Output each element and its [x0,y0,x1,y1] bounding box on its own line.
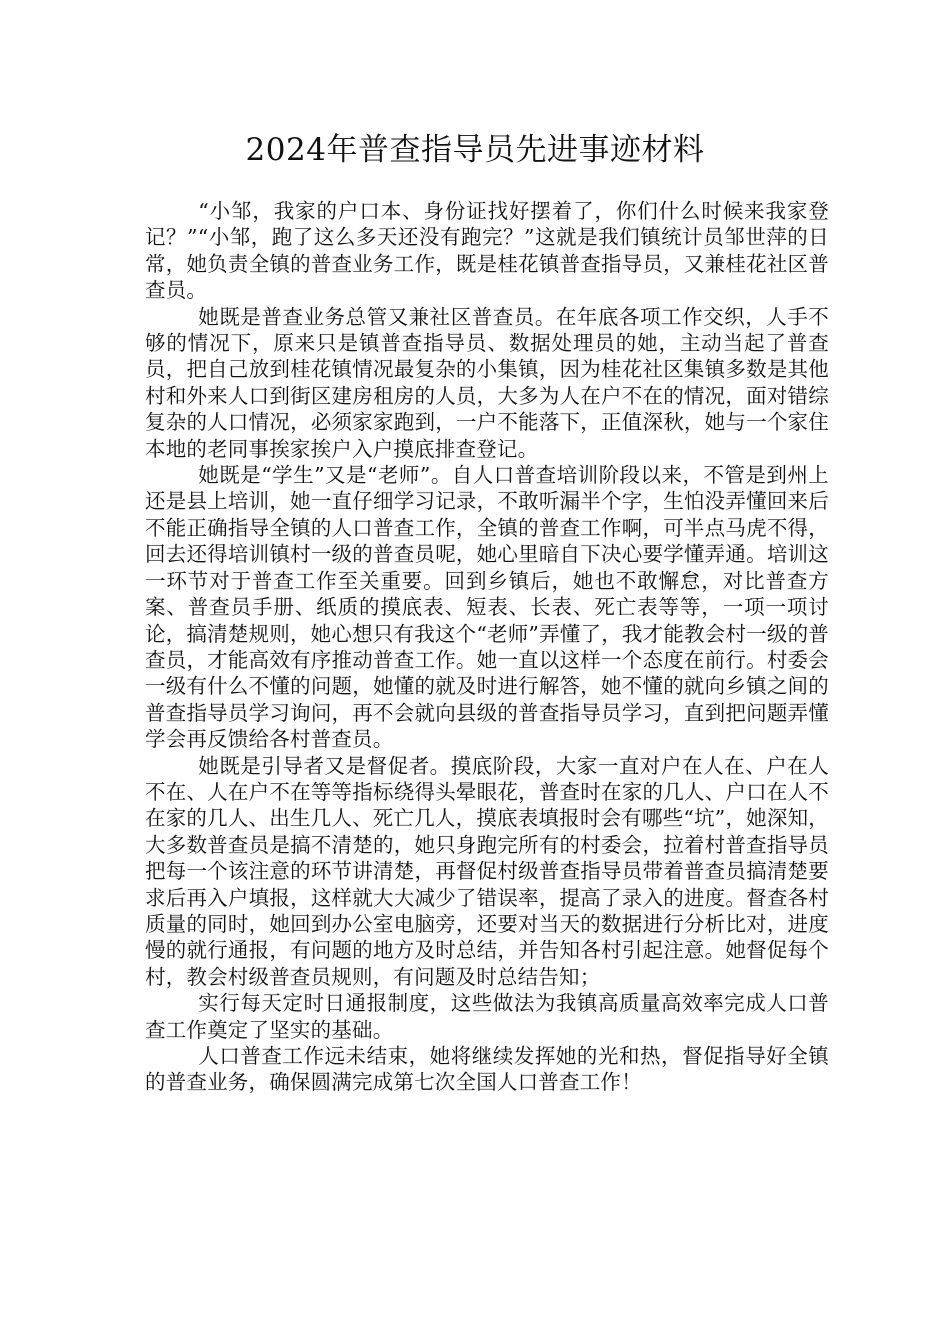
document-title: 2024年普查指导员先进事迹材料 [245,132,705,168]
document-body [145,198,829,1096]
paragraph-4: 她既是引导者又是督促者。摸底阶段，大家一直对户在人在、户在人不在、人在户不在等等指标绕得头晕眼花，普查时在家的几人、户口在人不在家的几人、出生几人、死亡几人，摸底表填报时会有哪些“坑”，她深知，大多数普查员是搞不清楚的，她只身跑完所有的村委会，拉着村普查指导员把每一个该注意的环节讲清楚，再督促村级普查指导员带着普查员搞清楚要求后再入户填报，这样就大大减少了错误率，提高了录入的进度。督查各村质量的同时，她回到办公室电脑旁，还要对当天的数据进行分析比对，进度慢的就行通报，有问题的地方及时总结，并告知各村引起注意。她督促每个村，教会村级普查员规则，有问题及时总结告知； [145,753,829,989]
paragraph-3: 她既是“学生”又是“老师”。自人口普查培训阶段以来，不管是到州上还是县上培训，她一直仔细学习记录，不敢听漏半个字，生怕没弄懂回来后不能正确指导全镇的人口普查工作，全镇的普查工作啊，可半点马虎不得，回去还得培训镇村一级的普查员呢，她心里暗自下决心要学懂弄通。培训这一环节对于普查工作至关重要。回到乡镇后，她也不敢懈怠，对比普查方案、普查员手册、纸质的摸底表、短表、长表、死亡表等等，一项一项讨论，搞清楚规则，她心想只有我这个“老师”弄懂了，我才能教会村一级的普查员，才能高效有序推动普查工作。她一直以这样一个态度在前行。村委会一级有什么不懂的问题，她懂的就及时进行解答，她不懂的就向乡镇之间的普查指导员学习询问，再不会就向县级的普查指导员学习，直到把问题弄懂学会再反馈给各村普查员。 [145,463,829,752]
paragraph-6: 人口普查工作远未结束，她将继续发挥她的光和热，督促指导好全镇的普查业务，确保圆满完成第七次全国人口普查工作！ [145,1044,829,1095]
paragraph-5: 实行每天定时日通报制度，这些做法为我镇高质量高效率完成人口普查工作奠定了坚实的基础。 [145,991,829,1042]
paragraph-2: 她既是普查业务总管又兼社区普查员。在年底各项工作交织，人手不够的情况下，原来只是镇普查指导员、数据处理员的她，主动当起了普查员，把自己放到桂花镇情况最复杂的小集镇，因为桂花社区集镇多数是其他村和外来人口到街区建房租房的人员，大多为人在户不在的情况，面对错综复杂的人口情况，必须家家跑到，一户不能落下，正值深秋，她与一个家住本地的老同事挨家挨户入户摸底排查登记。 [145,304,829,461]
paragraph-1: “小邹，我家的户口本、身份证找好摆着了，你们什么时候来我家登记？”“小邹，跑了这么多天还没有跑完？”这就是我们镇统计员邹世萍的日常，她负责全镇的普查业务工作，既是桂花镇普查指导员，又兼桂花社区普查员。 [145,199,829,303]
